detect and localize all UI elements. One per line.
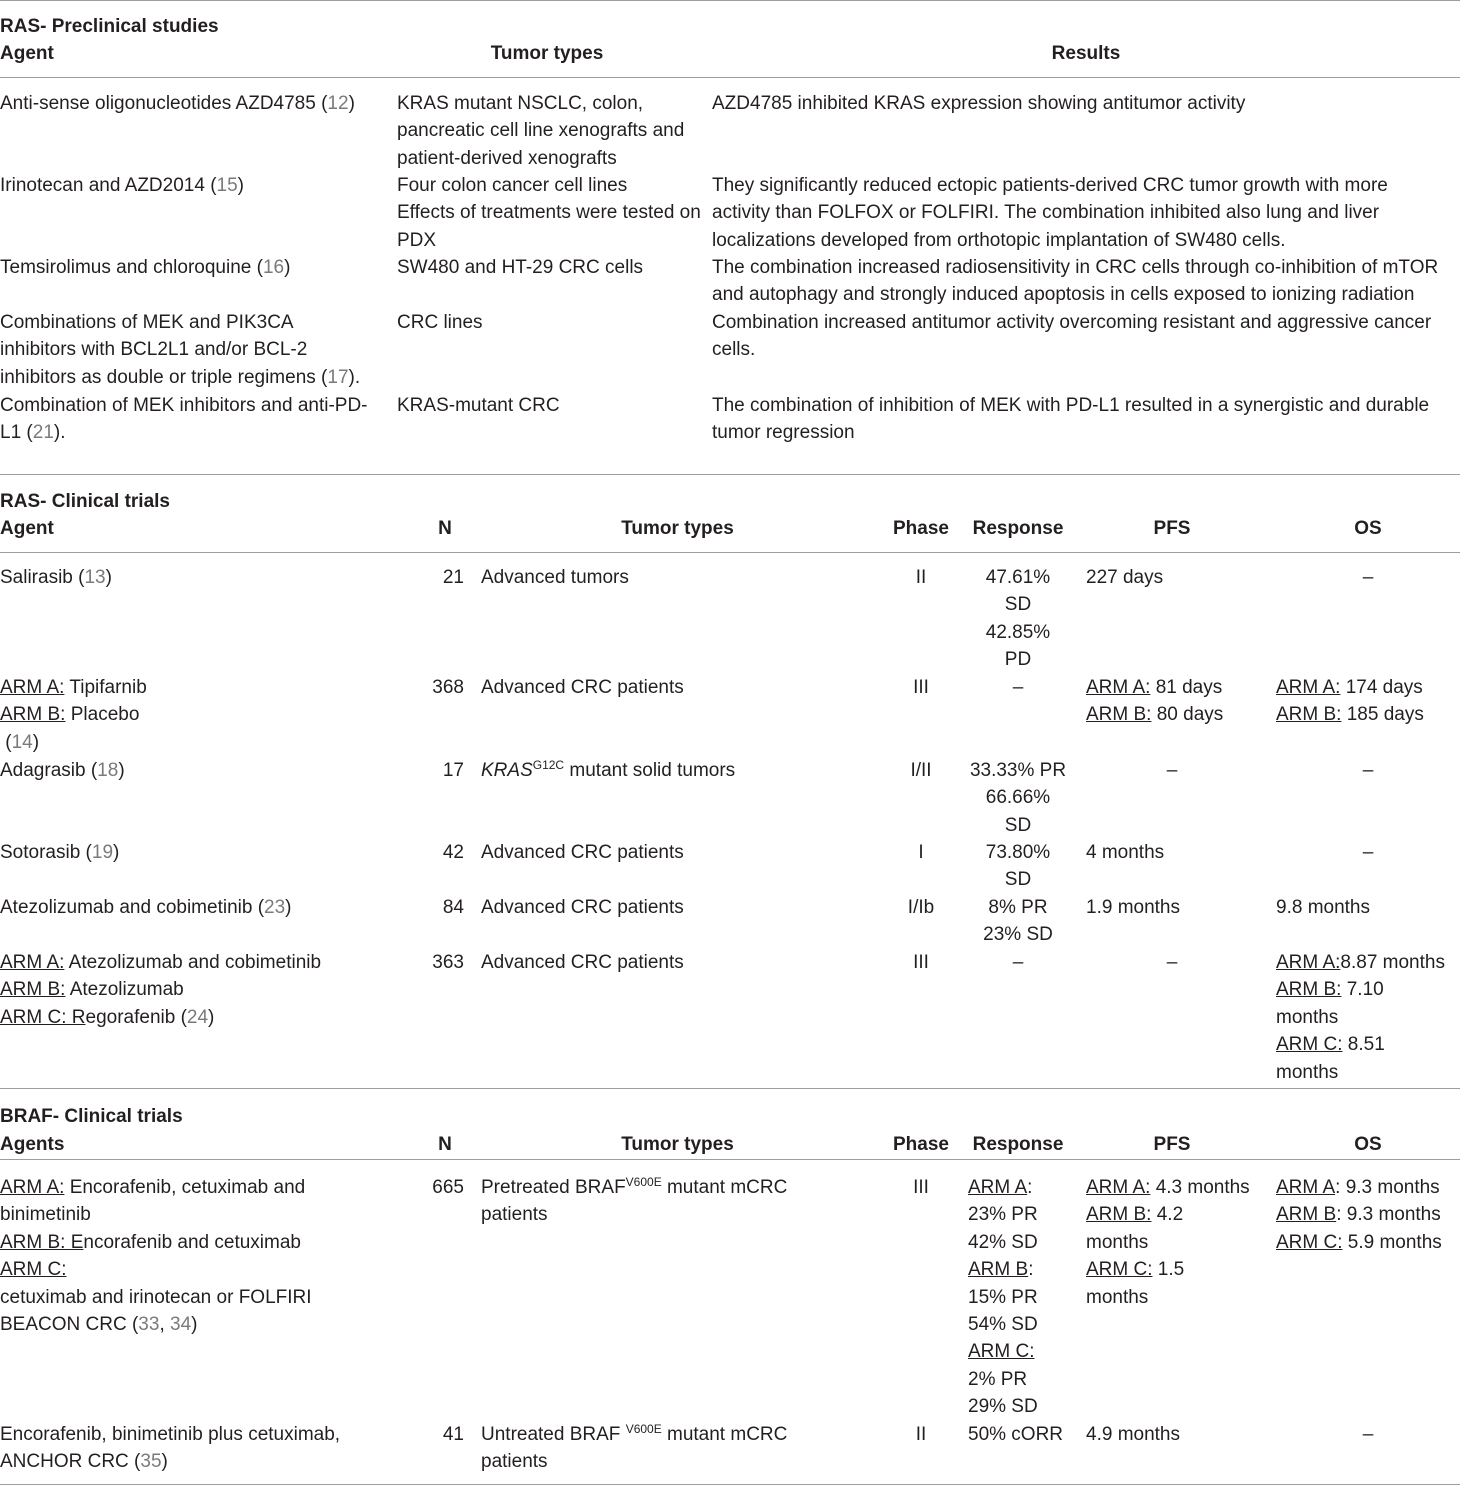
n-cell: 41 [442, 1424, 464, 1445]
arm-label: ARM C: [1086, 1259, 1153, 1281]
pfs-cell: – [1166, 760, 1178, 781]
response-line: 42.85% [985, 621, 1051, 643]
arm-label: ARM B: [1086, 704, 1152, 726]
tumor-text: patients [481, 1451, 548, 1473]
phase-cell: III [913, 1177, 929, 1198]
arm-label: ARM C: [0, 1259, 67, 1281]
os-cell [1276, 674, 1460, 729]
os-cell: – [1362, 567, 1374, 588]
agent-name: Atezolizumab and cobimetinib [68, 952, 322, 973]
tumor-types-cell: Advanced CRC patients [481, 952, 684, 973]
response-line: SD [1004, 814, 1032, 836]
response-line: 54% SD [968, 1314, 1038, 1336]
os-cell: – [1362, 1424, 1374, 1445]
pfs-value: 81 days [1155, 677, 1223, 698]
arm-label: ARM B [968, 1259, 1029, 1281]
response-line: 23% SD [983, 924, 1053, 946]
header-results: Results [1051, 43, 1121, 64]
phase-cell: III [913, 952, 929, 973]
tumor-types-cell: Advanced CRC patients [481, 897, 684, 918]
response-line: SD [1004, 594, 1032, 616]
agent-name: binimetinib [0, 1204, 91, 1226]
pfs-cell: 4 months [1086, 842, 1165, 863]
arm-label: ARM A: [1086, 1177, 1151, 1198]
agent-name: Combination of MEK inhibitors and anti-PD-L1 [0, 395, 368, 444]
tumor-text: mutant mCRC [667, 1424, 788, 1445]
tumor-text: Pretreated BRAF [481, 1177, 626, 1198]
tumor-text: mutant solid tumors [569, 760, 736, 781]
tumor-text: mutant mCRC [666, 1177, 788, 1198]
results-cell: Combination increased antitumor activity overcoming resistant and aggressive cancer cells. [712, 312, 1432, 361]
agent-name: Sotorasib [0, 842, 81, 863]
results-cell: The combination increased radiosensitivity in CRC cells through co-inhibition of mTOR and autophagy and strongly induced apoptosis in cells exposed to ionizing radiation [712, 257, 1439, 306]
header-response: Response [972, 1134, 1064, 1155]
arm-label: ARM A: [1276, 952, 1341, 973]
phase-cell: I/Ib [907, 897, 935, 918]
os-value: 7.10 [1346, 979, 1384, 1001]
header-phase: Phase [893, 1134, 949, 1155]
agent-name: Encorafenib, cetuximab and [69, 1177, 306, 1198]
reference-link[interactable]: 35 [140, 1451, 162, 1473]
reference-link[interactable]: 17 [327, 366, 349, 388]
pfs-value: 4.3 months [1155, 1177, 1250, 1198]
response-cell [962, 839, 1074, 894]
agent-name: Combinations of MEK and PIK3CA inhibitors with BCL2L1 and/or BCL-2 inhibitors as double or triple regimens [0, 312, 316, 388]
trial-name: ANCHOR CRC [0, 1451, 129, 1473]
response-line: 66.66% [985, 787, 1051, 809]
tumor-types-cell: CRC lines [397, 312, 483, 333]
response-line: 73.80% [985, 842, 1051, 863]
arm-label: ARM C: R [0, 1006, 86, 1028]
tumor-types-cell: Advanced CRC patients [481, 677, 684, 698]
pfs-value: 1.5 [1157, 1259, 1185, 1281]
agent-name: Atezolizumab and cobimetinib [0, 897, 253, 918]
response-cell [962, 757, 1074, 839]
reference-link[interactable]: 34 [170, 1314, 192, 1336]
n-cell: 21 [442, 567, 464, 588]
pfs-cell: 1.9 months [1086, 897, 1180, 918]
os-value: months [1276, 1061, 1339, 1083]
arm-label: ARM A: [0, 1177, 65, 1198]
os-value: 185 days [1346, 704, 1424, 726]
section-title-ras-preclinical: RAS- Preclinical studies [0, 16, 219, 37]
response-line: SD [1004, 869, 1032, 891]
pfs-cell: 4.9 months [1086, 1424, 1180, 1445]
agent-name: Encorafenib, binimetinib plus cetuximab, [0, 1424, 341, 1445]
pfs-cell: 227 days [1086, 567, 1164, 588]
phase-cell: III [913, 677, 929, 698]
tumor-types-cell [397, 172, 702, 254]
reference-link[interactable]: 12 [327, 93, 349, 114]
tumor-line: Effects of treatments were tested on PDX [397, 202, 701, 251]
os-value: 5.9 months [1347, 1231, 1442, 1253]
arm-label: ARM B: [1086, 1204, 1152, 1226]
phase-cell: I [918, 842, 924, 863]
pfs-cell [1086, 674, 1266, 729]
agent-name: Placebo [70, 704, 140, 726]
response-cell [962, 894, 1074, 949]
os-cell [1276, 949, 1460, 1086]
reference-link[interactable]: 19 [91, 842, 114, 863]
os-value: 8.51 [1347, 1034, 1385, 1056]
section-title-braf-clinical: BRAF- Clinical trials [0, 1106, 183, 1127]
os-cell: – [1362, 842, 1374, 863]
trial-name: BEACON CRC [0, 1314, 127, 1336]
response-line: 29% SD [968, 1396, 1038, 1418]
header-pfs: PFS [1153, 1134, 1191, 1155]
tumor-types-cell: Advanced CRC patients [481, 842, 684, 863]
agent-name: Irinotecan and AZD2014 [0, 175, 205, 196]
os-cell: 9.8 months [1276, 897, 1370, 918]
arm-label: ARM A: [0, 677, 65, 698]
reference-link[interactable]: 21 [32, 422, 54, 444]
response-line: 2% PR [968, 1368, 1028, 1390]
pfs-value: months [1086, 1231, 1149, 1253]
arm-label: ARM A: [1086, 677, 1151, 698]
tumor-text: patients [481, 1204, 548, 1226]
tumor-text: Untreated BRAF [481, 1424, 621, 1445]
n-cell: 42 [442, 842, 464, 863]
tumor-types-cell [481, 1174, 876, 1229]
agent-name: ncorafenib and cetuximab [83, 1231, 301, 1253]
pfs-cell [1086, 1174, 1266, 1311]
reference-link[interactable]: 23 [264, 897, 286, 918]
results-cell: AZD4785 inhibited KRAS expression showing antitumor activity [712, 93, 1246, 114]
agent-name: Temsirolimus and chloroquine [0, 257, 252, 278]
agent-name: egorafenib [85, 1006, 176, 1028]
arm-label: ARM B: [0, 979, 66, 1001]
tumor-types-cell: KRAS mutant NSCLC, colon, pancreatic cell line xenografts and patient-derived xenografts [397, 93, 685, 169]
header-tumor-types: Tumor types [490, 43, 604, 64]
phase-cell: II [915, 567, 927, 588]
os-value: months [1276, 1006, 1339, 1028]
reference-link[interactable]: 14 [11, 731, 33, 753]
results-cell: They significantly reduced ectopic patients-derived CRC tumor growth with more activity than FOLFOX or FOLFIRI. The combination inhibited also lung and liver localizations developed from orthotopic implantation of SW480 cells. [712, 175, 1388, 251]
os-value: 9.3 months [1345, 1177, 1440, 1198]
header-os: OS [1354, 1134, 1382, 1155]
n-cell: 84 [442, 897, 464, 918]
section-title-ras-clinical: RAS- Clinical trials [0, 491, 170, 512]
agent-name: Tipifarnib [69, 677, 147, 698]
response-line: 42% SD [968, 1231, 1038, 1253]
arm-label: ARM B: [1276, 704, 1342, 726]
response-line: 33.33% PR [969, 760, 1067, 781]
header-pfs: PFS [1153, 518, 1191, 539]
reference-link[interactable]: 33 [138, 1314, 160, 1336]
agent-name: cetuximab and irinotecan or FOLFIRI [0, 1286, 312, 1308]
response-cell: – [1012, 677, 1024, 698]
reference-link[interactable]: 13 [84, 567, 106, 588]
n-cell: 368 [432, 677, 464, 698]
response-cell: ARM A: 23% PR 42% SD ARM B: 15% PR 54% SD ARM C: 2% PR 29% SD [968, 1174, 1080, 1421]
arm-label: ARM A: [0, 952, 65, 973]
response-line: 23% PR [968, 1204, 1038, 1226]
os-cell: – [1362, 760, 1374, 781]
response-cell: 50% cORR [968, 1424, 1064, 1445]
header-n: N [438, 518, 452, 539]
header-phase: Phase [893, 518, 949, 539]
gene-name: KRAS [481, 760, 533, 781]
mutation-superscript: V600E [625, 1175, 662, 1189]
n-cell: 363 [432, 952, 464, 973]
tumor-types-cell: Advanced tumors [481, 567, 629, 588]
results-cell: The combination of inhibition of MEK with PD-L1 resulted in a synergistic and durable tumor regression [712, 395, 1430, 444]
arm-label: ARM B: E [0, 1231, 84, 1253]
response-cell: – [1012, 952, 1024, 973]
pfs-value: months [1086, 1286, 1149, 1308]
os-value: 8.87 months [1340, 952, 1445, 973]
response-line: 8% PR [988, 897, 1048, 918]
os-value: 9.3 months [1346, 1204, 1441, 1226]
os-value: 174 days [1345, 677, 1423, 698]
arm-label: ARM A: [1276, 677, 1341, 698]
response-cell [962, 564, 1074, 674]
arm-label: ARM C: [1276, 1231, 1343, 1253]
arm-label: ARM C: [1276, 1034, 1343, 1056]
arm-label: ARM A [968, 1177, 1028, 1198]
pfs-cell: – [1166, 952, 1178, 973]
response-line: 47.61% [985, 567, 1051, 588]
header-os: OS [1354, 518, 1382, 539]
pfs-value: 4.2 [1156, 1204, 1184, 1226]
phase-cell: I/II [910, 760, 932, 781]
n-cell: 665 [432, 1177, 464, 1198]
tumor-types-cell: KRAS-mutant CRC [397, 395, 560, 416]
arm-label: ARM B: [1276, 979, 1342, 1001]
reference-link[interactable]: 15 [216, 175, 238, 196]
tumor-types-cell [481, 757, 876, 784]
tumor-types-cell [481, 1421, 876, 1476]
header-agent: Agent [0, 43, 54, 64]
header-agent: Agent [0, 518, 54, 539]
reference-link[interactable]: 18 [97, 760, 119, 781]
tumor-types-cell: SW480 and HT-29 CRC cells [397, 257, 644, 278]
arm-label: ARM B: [0, 704, 66, 726]
response-line: PD [1004, 649, 1032, 671]
mutation-superscript: V600E [625, 1422, 662, 1436]
header-tumor-types: Tumor types [621, 518, 734, 539]
header-n: N [438, 1134, 452, 1155]
arm-label: ARM A [1276, 1177, 1336, 1198]
reference-link[interactable]: 16 [262, 257, 285, 278]
agent-name: Salirasib [0, 567, 73, 588]
mutation-superscript: G12C [532, 758, 565, 772]
agent-name: Adagrasib [0, 760, 86, 781]
response-line: 15% PR [968, 1286, 1038, 1308]
header-response: Response [972, 518, 1064, 539]
pfs-value: 80 days [1156, 704, 1224, 726]
n-cell: 17 [442, 760, 464, 781]
agent-name: Anti-sense oligonucleotides AZD4785 [0, 93, 316, 114]
arm-label: ARM B [1276, 1204, 1337, 1226]
phase-cell: II [915, 1424, 927, 1445]
os-cell: ARM A: 9.3 months ARM B: 9.3 months ARM C: 5.9 months [1276, 1177, 1442, 1253]
tumor-line: Four colon cancer cell lines [397, 175, 628, 196]
header-agents: Agents [0, 1134, 65, 1155]
reference-link[interactable]: 24 [186, 1006, 209, 1028]
header-tumor-types: Tumor types [621, 1134, 734, 1155]
arm-label: ARM C: [968, 1341, 1035, 1363]
agent-name: Atezolizumab [69, 979, 184, 1001]
